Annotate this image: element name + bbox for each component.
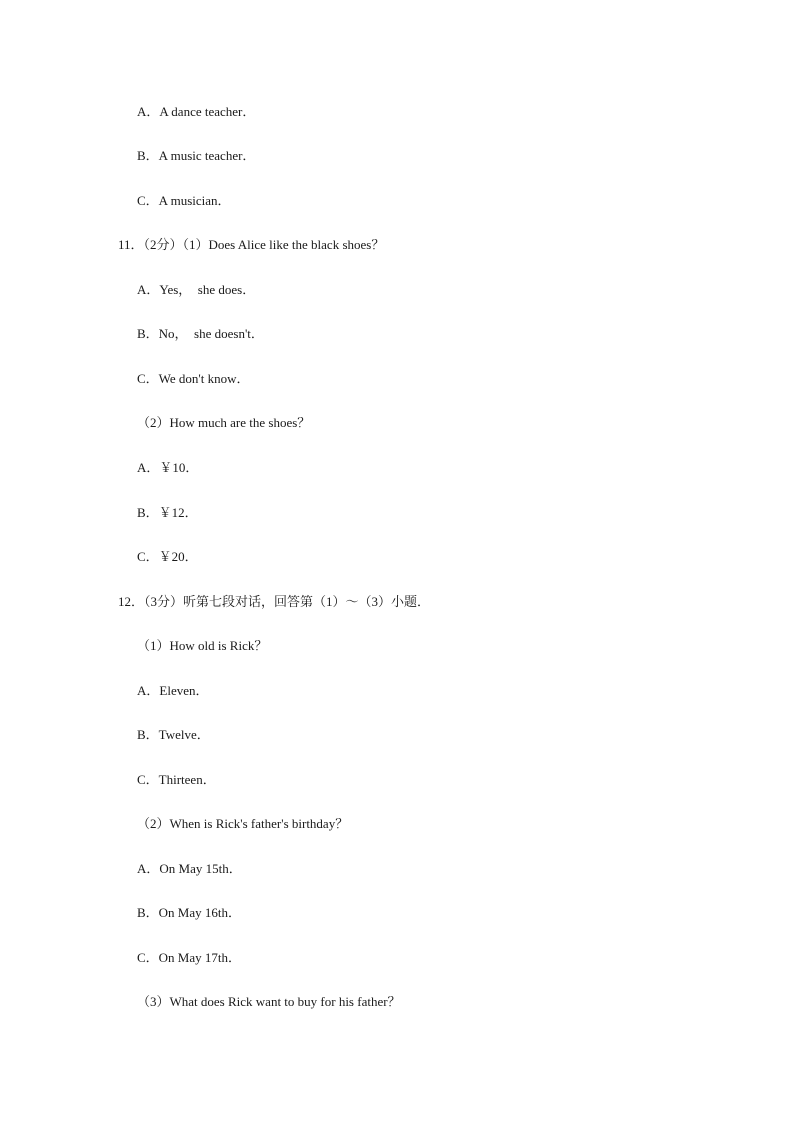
q11-2-option-a: A．￥10． (137, 460, 199, 475)
question-12-sub-3: （3）What does Rick want to buy for his father？ (137, 994, 401, 1009)
q11-2-option-c: C．￥20． (137, 549, 198, 564)
question-12-sub-2: （2）When is Rick's father's birthday？ (137, 816, 349, 831)
question-11-sub-2: （2）How much are the shoes？ (137, 415, 311, 430)
q12-2-option-a: A．On May 15th． (137, 861, 242, 876)
q12-2-option-c: C．On May 17th． (137, 950, 242, 965)
option-b-music-teacher: B．A music teacher． (137, 148, 256, 163)
option-a-dance-teacher: A．A dance teacher． (137, 104, 256, 119)
q12-1-option-a: A．Eleven． (137, 683, 209, 698)
q11-2-option-b: B．￥12． (137, 505, 198, 520)
q12-1-option-b: B．Twelve． (137, 727, 210, 742)
question-12-sub-1: （1）How old is Rick？ (137, 638, 268, 653)
question-12-heading: 12．（3分）听第七段对话，回答第（1）～（3）小题． (118, 594, 431, 609)
q11-1-option-a: A．Yes， she does． (137, 282, 256, 297)
q12-2-option-b: B．On May 16th． (137, 905, 242, 920)
q11-1-option-c: C．We don't know． (137, 371, 250, 386)
option-c-musician: C．A musician． (137, 193, 231, 208)
question-11-sub-1: 11．（2分）（1）Does Alice like the black shoes？ (118, 237, 385, 252)
q11-1-option-b: B．No， she doesn't． (137, 326, 264, 341)
q12-1-option-c: C．Thirteen． (137, 772, 216, 787)
